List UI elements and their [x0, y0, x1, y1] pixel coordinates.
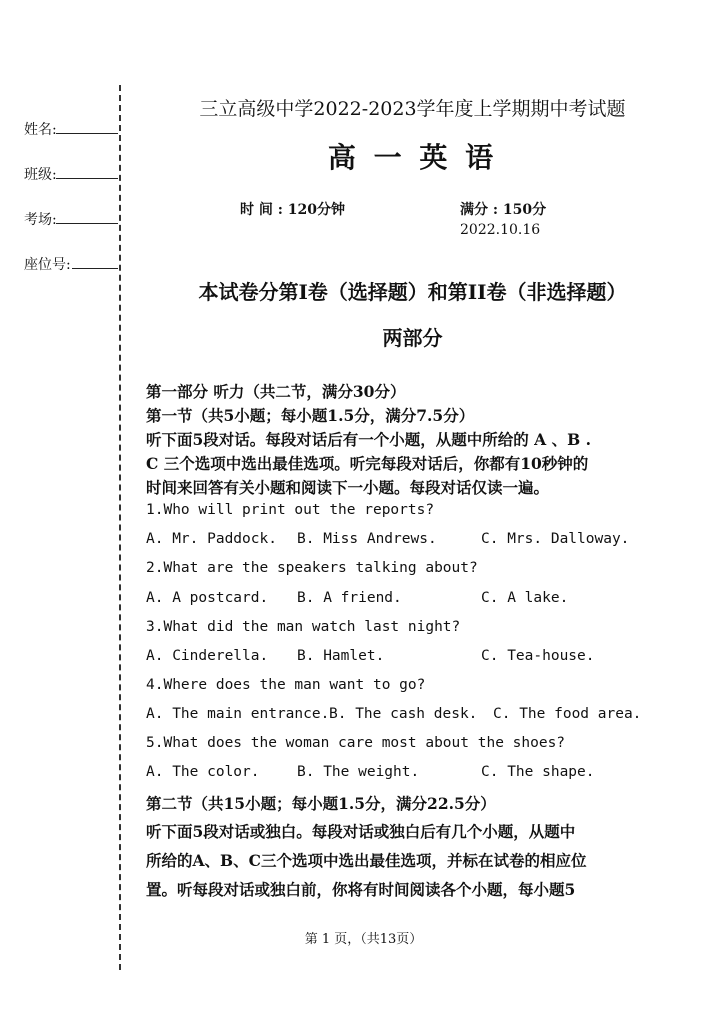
section2-instruction-line: 听下面5段对话或独白。每段对话或独白后有几个小题，从题中: [146, 822, 576, 841]
option-a[interactable]: A. A postcard.: [146, 590, 269, 606]
subject-title: 高 一 英 语: [327, 141, 498, 174]
intro-line-2: 两部分: [382, 326, 443, 350]
question-text: 1.Who will print out the reports?: [146, 502, 435, 518]
option-c[interactable]: C. Tea-house.: [481, 648, 595, 664]
intro-line-1: 本试卷分第I卷（选择题）和第II卷（非选择题）: [198, 280, 627, 304]
question-text: 5.What does the woman care most about the shoes?: [146, 735, 566, 751]
instruction-line: C 三个选项中选出最佳选项。听完每段对话后，你都有10秒钟的: [146, 454, 589, 473]
seat-field: [24, 254, 71, 274]
question-text: 3.What did the man watch last night?: [146, 619, 461, 635]
time-label: 时 间 : 120分钟: [240, 202, 346, 218]
option-a[interactable]: A. The main entrance.: [146, 706, 330, 722]
section2-instruction-line: 置。听每段对话或独白前，你将有时间阅读各个小题，每小题5: [146, 880, 576, 899]
question-text: 2.What are the speakers talking about?: [146, 560, 478, 576]
option-b[interactable]: B. Hamlet.: [297, 648, 385, 664]
name-underline[interactable]: [56, 133, 118, 134]
page-footer: 第 1 页，（共13页）: [304, 932, 423, 947]
exam-date: 2022.10.16: [460, 222, 541, 238]
seat-label: 座位号:: [24, 257, 71, 273]
class-field: [24, 164, 57, 184]
section2-heading: 第二节（共15小题；每小题1.5分，满分22.5分）: [146, 794, 496, 813]
instruction-line: 听下面5段对话。每段对话后有一个小题，从题中所给的 A 、B .: [146, 430, 591, 449]
seat-underline[interactable]: [72, 268, 118, 269]
instruction-line: 时间来回答有关小题和阅读下一小题。每段对话仅读一遍。: [146, 478, 550, 497]
section1-heading: 第一节（共5小题；每小题1.5分，满分7.5分）: [146, 406, 475, 425]
option-c[interactable]: C. The food area.: [493, 706, 642, 722]
section2-instruction-line: 所给的A、B、C三个选项中选出最佳选项，并标在试卷的相应位: [146, 851, 587, 870]
option-a[interactable]: A. Mr. Paddock.: [146, 531, 277, 547]
question-text: 4.Where does the man want to go?: [146, 677, 426, 693]
binding-dashed-line: [119, 85, 121, 970]
option-a[interactable]: A. Cinderella.: [146, 648, 269, 664]
part1-heading: 第一部分 听力（共二节，满分30分）: [146, 382, 406, 401]
option-a[interactable]: A. The color.: [146, 764, 260, 780]
score-label: 满分 : 150分: [460, 202, 547, 218]
option-c[interactable]: C. The shape.: [481, 764, 595, 780]
exam-room-field: [24, 209, 57, 229]
option-c[interactable]: C. Mrs. Dalloway.: [481, 531, 630, 547]
option-b[interactable]: B. The weight.: [297, 764, 420, 780]
exam-room-label: 考场:: [24, 212, 57, 228]
class-label: 班级:: [24, 167, 57, 183]
option-c[interactable]: C. A lake.: [481, 590, 569, 606]
option-b[interactable]: B. The cash desk.: [329, 706, 478, 722]
class-underline[interactable]: [56, 178, 118, 179]
option-b[interactable]: B. A friend.: [297, 590, 402, 606]
option-b[interactable]: B. Miss Andrews.: [297, 531, 437, 547]
school-title: 三立高级中学2022-2023学年度上学期期中考试题: [199, 98, 626, 120]
exam-room-underline[interactable]: [56, 223, 118, 224]
name-label: 姓名:: [24, 122, 57, 138]
name-field: [24, 119, 57, 139]
